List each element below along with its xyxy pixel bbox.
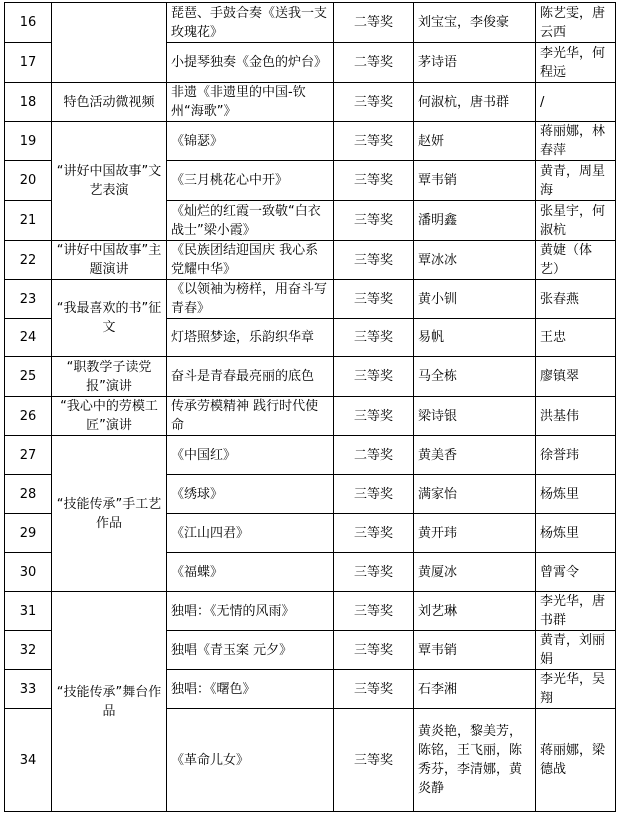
teachers: 廖镇翠 — [536, 357, 616, 397]
teachers: / — [536, 83, 616, 122]
teachers: 徐誉玮 — [536, 436, 616, 475]
table-row — [5, 592, 616, 631]
work-title: 奋斗是青春最亮丽的底色 — [167, 357, 334, 397]
winners: 石李湘 — [414, 670, 536, 709]
table-row — [5, 436, 616, 475]
award-level: 二等奖 — [334, 436, 414, 475]
winners: 刘宝宝，李俊豪 — [414, 3, 536, 43]
table-row — [5, 280, 616, 319]
category-cell: 特色活动微视频 — [52, 83, 167, 122]
winners: 覃韦销 — [414, 161, 536, 201]
award-level: 三等奖 — [334, 592, 414, 631]
row-number: 31 — [5, 592, 52, 631]
category-cell: “技能传承”手工艺作品 — [52, 436, 167, 592]
winners: 马全栋 — [414, 357, 536, 397]
winners: 梁诗银 — [414, 397, 536, 436]
work-title: 非遗《非遗里的中国-钦州“海歌”》 — [167, 83, 334, 122]
award-level: 二等奖 — [334, 3, 414, 43]
work-title: 《革命儿女》 — [167, 709, 334, 812]
winners: 何淑杭，唐书群 — [414, 83, 536, 122]
teachers: 李光华，何程远 — [536, 43, 616, 83]
award-level: 三等奖 — [334, 241, 414, 280]
row-number: 22 — [5, 241, 52, 280]
row-number: 16 — [5, 3, 52, 43]
award-level: 三等奖 — [334, 122, 414, 161]
winners: 满家怡 — [414, 475, 536, 514]
row-number: 26 — [5, 397, 52, 436]
teachers: 黄青，周星海 — [536, 161, 616, 201]
row-number: 17 — [5, 43, 52, 83]
award-level: 三等奖 — [334, 83, 414, 122]
teachers: 黄青，刘丽娟 — [536, 631, 616, 670]
work-title: 《中国红》 — [167, 436, 334, 475]
row-number: 28 — [5, 475, 52, 514]
winners: 赵妍 — [414, 122, 536, 161]
teachers: 陈艺雯，唐云西 — [536, 3, 616, 43]
teachers: 杨炼里 — [536, 475, 616, 514]
work-title: 《灿烂的红霞一致敬“白衣战士”梁小霞》 — [167, 201, 334, 241]
work-title: 独唱《青玉案 元夕》 — [167, 631, 334, 670]
row-number: 33 — [5, 670, 52, 709]
award-level: 三等奖 — [334, 319, 414, 357]
row-number: 29 — [5, 514, 52, 553]
work-title: 《三月桃花心中开》 — [167, 161, 334, 201]
row-number: 32 — [5, 631, 52, 670]
teachers: 王忠 — [536, 319, 616, 357]
category-cell: “技能传承”舞台作品 — [52, 592, 167, 812]
work-title: 传承劳模精神 践行时代使命 — [167, 397, 334, 436]
winners: 黄炎艳，黎美芳，陈铭，王飞丽，陈秀芬，李清娜，黄炎静 — [414, 709, 536, 812]
category-cell: “我最喜欢的书”征文 — [52, 280, 167, 357]
teachers: 蒋丽娜，林春萍 — [536, 122, 616, 161]
work-title: 小提琴独奏《金色的炉台》 — [167, 43, 334, 83]
award-level: 三等奖 — [334, 553, 414, 592]
winners: 刘艺琳 — [414, 592, 536, 631]
award-level: 三等奖 — [334, 514, 414, 553]
winners: 黄美香 — [414, 436, 536, 475]
row-number: 18 — [5, 83, 52, 122]
row-number: 30 — [5, 553, 52, 592]
winners: 茅诗语 — [414, 43, 536, 83]
work-title: 独唱：《无情的风雨》 — [167, 592, 334, 631]
row-number: 27 — [5, 436, 52, 475]
award-level: 二等奖 — [334, 43, 414, 83]
row-number: 20 — [5, 161, 52, 201]
row-number: 21 — [5, 201, 52, 241]
row-number: 34 — [5, 709, 52, 812]
table-row — [5, 122, 616, 161]
winners: 黄开玮 — [414, 514, 536, 553]
teachers: 李光华，唐书群 — [536, 592, 616, 631]
teachers: 杨炼里 — [536, 514, 616, 553]
table-row — [5, 397, 616, 436]
winners: 覃冰冰 — [414, 241, 536, 280]
category-cell: “讲好中国故事”文艺表演 — [52, 122, 167, 241]
award-level: 三等奖 — [334, 475, 414, 514]
work-title: 琵琶、手鼓合奏《送我一支玫瑰花》 — [167, 3, 334, 43]
table-row — [5, 357, 616, 397]
category-cell: “我心中的劳模工匠”演讲 — [52, 397, 167, 436]
award-level: 三等奖 — [334, 709, 414, 812]
work-title: 《民族团结迎国庆 我心系党耀中华》 — [167, 241, 334, 280]
row-number: 19 — [5, 122, 52, 161]
teachers: 曾霄令 — [536, 553, 616, 592]
awards-table — [4, 2, 616, 812]
teachers: 张春燕 — [536, 280, 616, 319]
award-level: 三等奖 — [334, 357, 414, 397]
award-level: 三等奖 — [334, 631, 414, 670]
work-title: 《锦瑟》 — [167, 122, 334, 161]
work-title: 灯塔照梦途，乐韵织华章 — [167, 319, 334, 357]
table-row — [5, 241, 616, 280]
winners: 潘明鑫 — [414, 201, 536, 241]
award-level: 三等奖 — [334, 670, 414, 709]
category-cell — [52, 3, 167, 83]
winners: 黄小钏 — [414, 280, 536, 319]
work-title: 《绣球》 — [167, 475, 334, 514]
row-number: 24 — [5, 319, 52, 357]
category-cell: “讲好中国故事”主题演讲 — [52, 241, 167, 280]
winners: 黄厦冰 — [414, 553, 536, 592]
row-number: 25 — [5, 357, 52, 397]
teachers: 洪基伟 — [536, 397, 616, 436]
work-title: 《以领袖为榜样，用奋斗写青春》 — [167, 280, 334, 319]
award-level: 三等奖 — [334, 201, 414, 241]
teachers: 李光华，吴翔 — [536, 670, 616, 709]
table-row — [5, 3, 616, 43]
work-title: 独唱：《曙色》 — [167, 670, 334, 709]
teachers: 蒋丽娜，梁德战 — [536, 709, 616, 812]
award-level: 三等奖 — [334, 397, 414, 436]
category-cell: “职教学子读党报”演讲 — [52, 357, 167, 397]
work-title: 《江山四君》 — [167, 514, 334, 553]
table-row — [5, 83, 616, 122]
row-number: 23 — [5, 280, 52, 319]
award-level: 三等奖 — [334, 161, 414, 201]
teachers: 张星宇，何淑杭 — [536, 201, 616, 241]
work-title: 《福蝶》 — [167, 553, 334, 592]
award-level: 三等奖 — [334, 280, 414, 319]
teachers: 黄婕（体艺） — [536, 241, 616, 280]
winners: 覃韦销 — [414, 631, 536, 670]
winners: 易帆 — [414, 319, 536, 357]
